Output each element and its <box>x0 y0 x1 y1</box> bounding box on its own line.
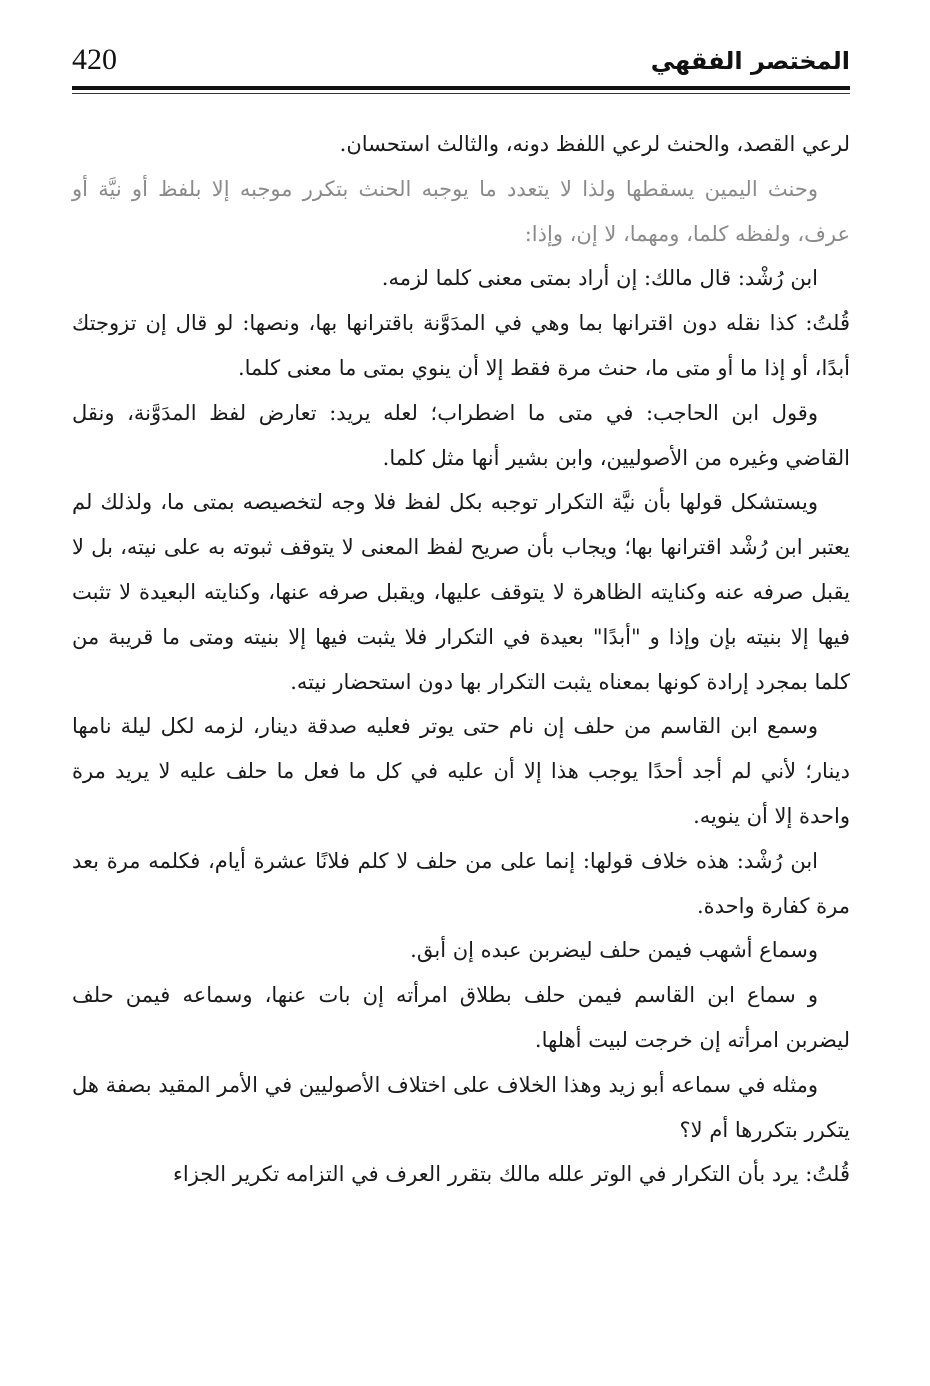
paragraph: قُلتُ: كذا نقله دون اقترانها بما وهي في المدَوَّنة باقترانها بها، ونصها: لو قال إن تزوجتك أبدًا، أو إذا ما أو متى ما، حنث مرة فقط إلا أن ينوي بمتى ما معنى كلما. <box>72 311 850 380</box>
paragraph: وسماع أشهب فيمن حلف ليضربن عبده إن أبق. <box>410 938 818 963</box>
paragraph: وحنث اليمين يسقطها ولذا لا يتعدد ما يوجبه الحنث بتكرر موجبه إلا بلفظ أو نيَّة أو عرف، ولفظه كلما، ومهما، لا إن، وإذا: <box>72 176 850 246</box>
page-number: 420 <box>72 43 117 76</box>
paragraph: ويستشكل قولها بأن نيَّة التكرار توجبه بكل لفظ فلا وجه لتخصيصه بمتى ما، ولذلك لم يعتبر ابن رُشْد اقترانها بها؛ ويجاب بأن صريح لفظ المعنى لا يتوقف ثبوته به على نيته، بل لا يقبل صرفه عنه وكنايته الظاهرة لا يتوقف عليها، ويقبل صرفه عنها، وكنايته البعيدة لا تثبت فيها إلا بنيته بإن وإذا و "أبدًا" بعيدة في التكرار فلا يثبت فيها إلا بنيته ومتى ما قريبة من كلما بمجرد إرادة كونها بمعناه يثبت التكرار بها دون استحضار نيته. <box>72 490 850 694</box>
body-text <box>72 122 850 1197</box>
paragraph: وسمع ابن القاسم من حلف إن نام حتى يوتر فعليه صدقة دينار، لزمه لكل ليلة نامها دينار؛ لأني لم أجد أحدًا يوجب هذا إلا أن عليه في كل ما فعل ما حلف عليه لا يريد مرة واحدة إلا أن ينويه. <box>72 714 850 828</box>
paragraph: ابن رُشْد: قال مالك: إن أراد بمتى معنى كلما لزمه. <box>381 266 818 291</box>
paragraph: لرعي القصد، والحنث لرعي اللفظ دونه، والثالث استحسان. <box>339 132 850 156</box>
page-header <box>72 40 850 84</box>
paragraph: ومثله في سماعه أبو زيد وهذا الخلاف على اختلاف الأصوليين في الأمر المقيد بصفة هل يتكرر بتكررها أم لا؟ <box>71 1072 850 1142</box>
paragraph: وقول ابن الحاجب: في متى ما اضطراب؛ لعله يريد: تعارض لفظ المدَوَّنة، ونقل القاضي وغيره من الأصوليين، وابن بشير أنها مثل كلما. <box>72 400 850 470</box>
paragraph: و سماع ابن القاسم فيمن حلف بطلاق امرأته إن بات عنها، وسماعه فيمن حلف ليضربن امرأته إن خرجت لبيت أهلها. <box>72 983 850 1052</box>
header-rule-thin <box>72 93 850 94</box>
paragraph: قُلتُ: يرد بأن التكرار في الوتر علله مالك بتقرر العرف في التزامه تكرير الجزاء <box>173 1162 850 1187</box>
paragraph: ابن رُشْد: هذه خلاف قولها: إنما على من حلف لا كلم فلانًا عشرة أيام، فكلمه مرة بعد مرة كفارة واحدة. <box>72 848 850 918</box>
running-title: المختصر الفقهي <box>650 47 850 75</box>
header-rule-thick <box>72 86 850 90</box>
